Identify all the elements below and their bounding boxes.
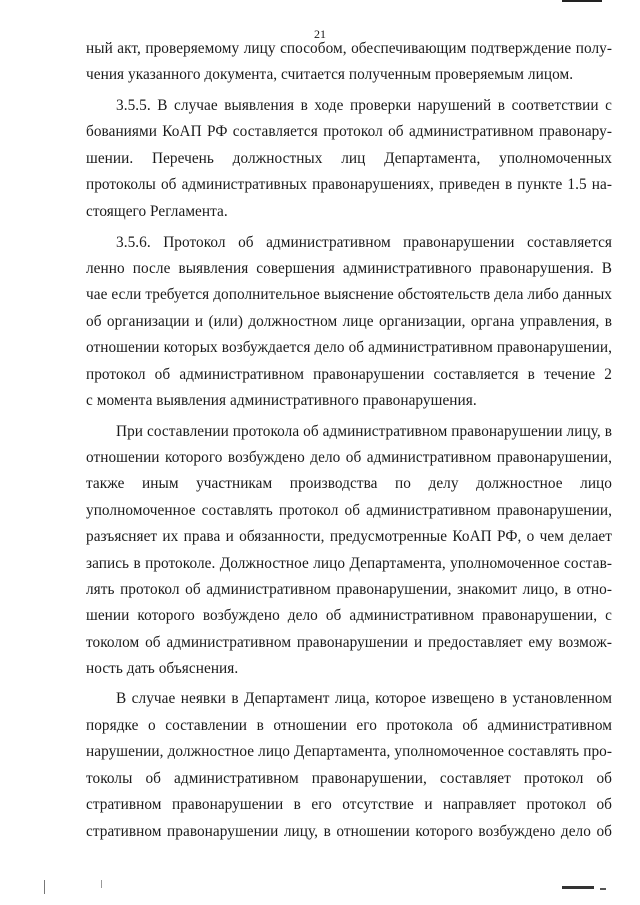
text-line: отношении которого возбуждено дело об административном правонарушении, [86, 449, 612, 466]
page-number: 21 [314, 27, 326, 41]
scan-edge-mark [44, 880, 45, 894]
text-line: стративном правонарушении лицу, в отношении которого возбуждено дело об [86, 823, 612, 840]
scan-edge-mark [101, 880, 102, 888]
text-line: ность дать объяснения. [86, 660, 239, 677]
text-line: разъясняет их права и обязанности, предусмотренные КоАП РФ, о чем делает [86, 528, 612, 545]
text-line: шении которого возбуждено дело об административном правонарушении, с [86, 607, 612, 624]
text-line: лять протокол об административном правонарушении, знакомит лицо, в отно- [86, 581, 612, 598]
text-line: с момента выявления административного правонарушения. [86, 392, 477, 409]
text-line: шении. Перечень должностных лиц Департамента, уполномоченных [86, 150, 612, 167]
text-line: чае если требуется дополнительное выяснение обстоятельств дела либо данных [86, 286, 612, 303]
text-line: запись в протоколе. Должностное лицо Департамента, уполномоченное состав- [86, 555, 612, 572]
text-line: стоящего Регламента. [86, 203, 228, 220]
text-line: протокол об административном правонарушении составляется в течение 2 [86, 366, 612, 383]
text-line: ленно после выявления совершения административного правонарушения. В [86, 260, 612, 277]
scan-edge-mark [600, 888, 606, 890]
text-line: 3.5.6. Протокол об административном правонарушении составляется [116, 234, 612, 251]
text-line: чения указанного документа, считается полученным проверяемым лицом. [86, 66, 574, 83]
text-line: уполномоченное составлять протокол об административном правонарушении, [86, 502, 612, 519]
text-line: протоколы об административных правонарушениях, приведен в пункте 1.5 на- [86, 176, 612, 193]
text-line: нарушении, должностное лицо Департамента, уполномоченное составлять про- [86, 743, 612, 760]
text-line: об организации и (или) должностном лице организации, органа управления, в [86, 313, 612, 330]
text-line: также иным участникам производства по делу должностное лицо [86, 475, 612, 492]
text-line: стративном правонарушении в его отсутствие и направляет протокол об [86, 796, 612, 813]
text-line: При составлении протокола об административном правонарушении лицу, в [116, 423, 612, 440]
text-line: ный акт, проверяемому лицу способом, обеспечивающим подтверждение полу- [86, 40, 612, 57]
text-line: бованиями КоАП РФ составляется протокол об административном правонару- [86, 123, 612, 140]
text-line: 3.5.5. В случае выявления в ходе проверки нарушений в соответствии с [116, 97, 612, 114]
text-line: токолом об административном правонарушении и предоставляет ему возмож- [86, 634, 612, 651]
text-line: токолы об административном правонарушении, составляет протокол об [86, 770, 612, 787]
scan-edge-mark [562, 0, 602, 2]
scan-edge-mark [562, 886, 594, 889]
text-line: порядке о составлении в отношении его протокола об административном [86, 717, 612, 734]
text-line: В случае неявки в Департамент лица, которое извещено в установленном [116, 690, 612, 707]
text-line: отношении которых возбуждается дело об административном правонарушении, [86, 339, 612, 356]
